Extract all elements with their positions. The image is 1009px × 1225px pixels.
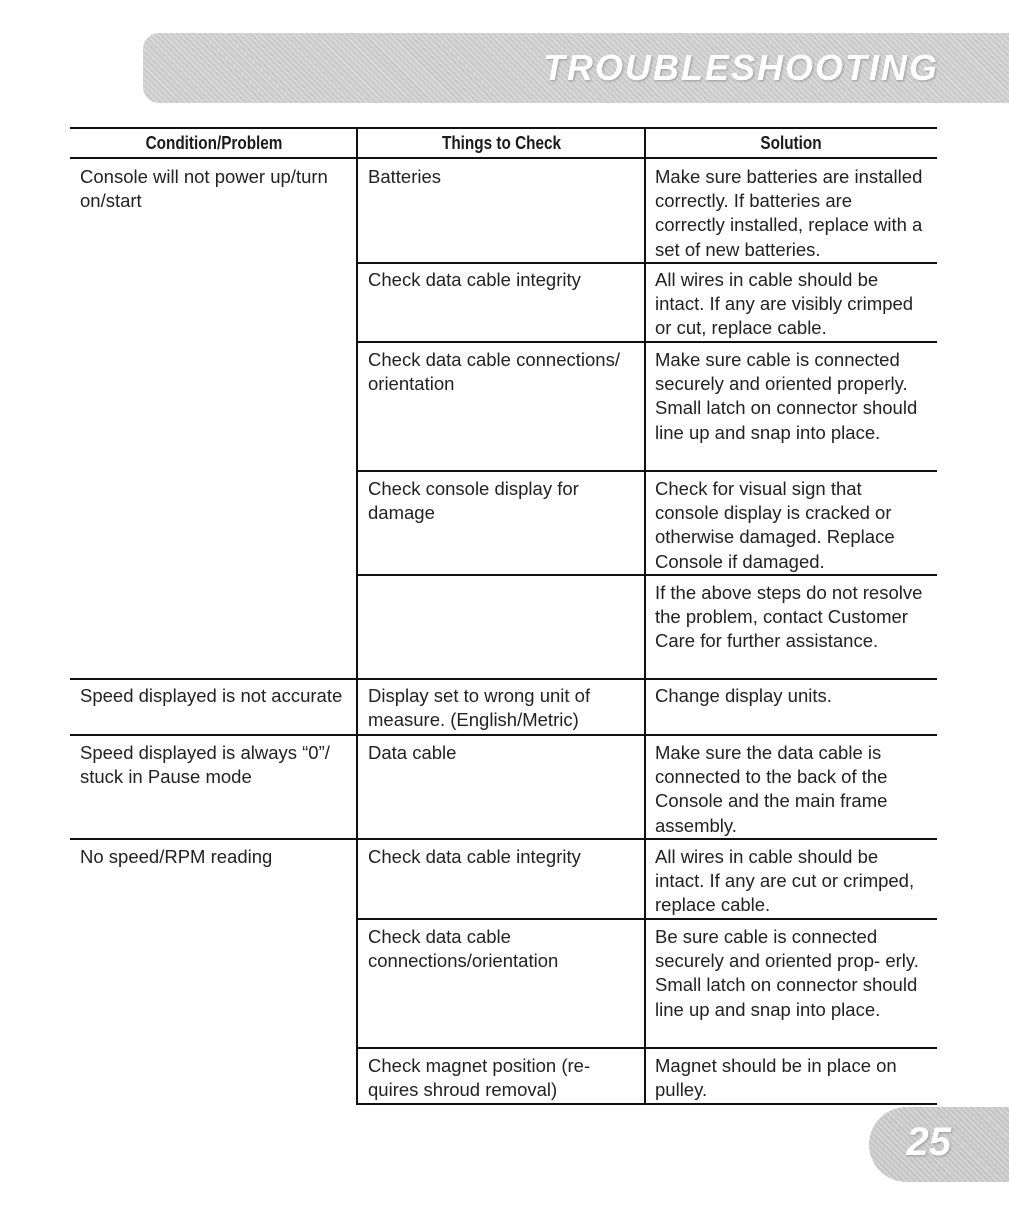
row5-solution: If the above steps do not resolve the problem, contact Customer Care for further assistance. — [655, 582, 923, 652]
table-top-rule — [70, 127, 937, 129]
header-rule — [70, 157, 937, 159]
row8-condition: No speed/RPM reading — [80, 846, 273, 867]
row-rule — [70, 678, 937, 680]
header-banner — [143, 33, 1009, 103]
row1-solution: Make sure batteries are installed correctly. If batteries are correctly installed, replace with a set of new batteries. — [655, 166, 923, 260]
row7-solution: Make sure the data cable is connected to the back of the Console and the main frame assembly. — [655, 742, 888, 836]
row-rule — [358, 341, 937, 343]
row7-condition: Speed displayed is always “0”/ stuck in Pause mode — [80, 742, 330, 788]
row-rule — [358, 918, 937, 920]
row10-check: Check magnet position (re- quires shroud removal) — [368, 1055, 591, 1101]
row-rule — [358, 470, 937, 472]
row6-condition: Speed displayed is not accurate — [80, 685, 343, 706]
row2-solution: All wires in cable should be intact. If any are visibly crimped or cut, replace cable. — [655, 269, 914, 339]
row9-check: Check data cable connections/orientation — [368, 926, 559, 972]
header-condition: Condition/Problem — [145, 133, 283, 153]
row9-solution: Be sure cable is connected securely and oriented prop- erly. Small latch on connector should line up and snap into place. — [655, 926, 919, 1020]
row3-check: Check data cable connections/ orientation — [368, 349, 620, 395]
row-rule — [70, 838, 937, 840]
page-number: 25 — [906, 1120, 951, 1164]
row7-check: Data cable — [368, 742, 457, 763]
row-rule — [358, 1047, 937, 1049]
row6-check: Display set to wrong unit of measure. (English/Metric) — [368, 685, 591, 731]
row3-solution: Make sure cable is connected securely and oriented properly. Small latch on connector should line up and snap into place. — [655, 349, 918, 443]
page-title: TROUBLESHOOTING — [543, 47, 939, 88]
row-rule — [358, 262, 937, 264]
row2-check: Check data cable integrity — [368, 269, 581, 290]
table-bottom-rule — [358, 1103, 937, 1105]
row6-solution: Change display units. — [655, 685, 832, 706]
header-things-to-check: Things to Check — [441, 133, 561, 153]
row1-condition: Console will not power up/turn on/start — [80, 166, 328, 212]
row8-solution: All wires in cable should be intact. If any are cut or crimped, replace cable. — [655, 846, 915, 916]
header-solution: Solution — [760, 133, 822, 153]
row-rule — [70, 734, 937, 736]
row4-solution: Check for visual sign that console display is cracked or otherwise damaged. Replace Console if damaged. — [655, 478, 895, 572]
row10-solution: Magnet should be in place on pulley. — [655, 1055, 897, 1101]
row-rule — [358, 574, 937, 576]
row4-check: Check console display for damage — [368, 478, 579, 524]
row8-check: Check data cable integrity — [368, 846, 581, 867]
row1-check: Batteries — [368, 166, 442, 187]
